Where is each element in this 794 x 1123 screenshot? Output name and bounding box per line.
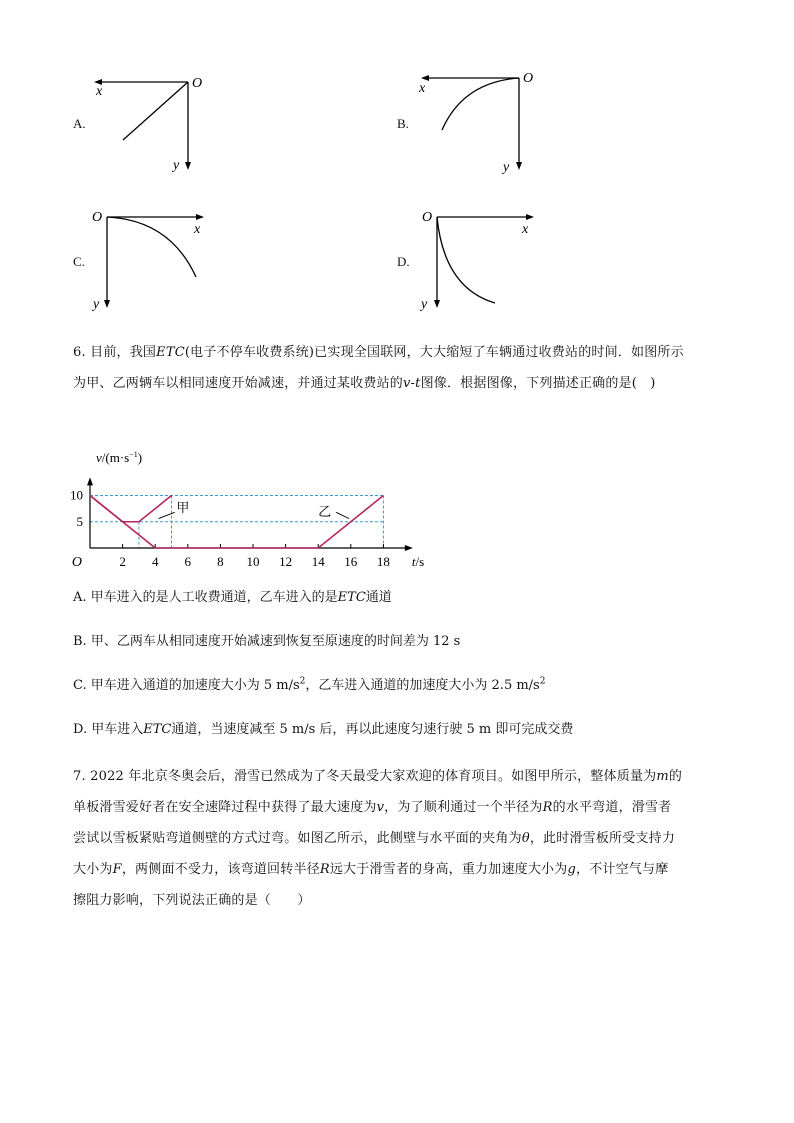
origin-label: O (523, 71, 534, 86)
origin-label: O (92, 210, 103, 225)
q7-line-2: 单板滑雪爱好者在安全速降过程中获得了最大速度为v，为了顺利通过一个半径为R的水平弯道，滑雪者 (73, 800, 672, 815)
x-label: x (96, 84, 103, 99)
label-leader-jia (158, 512, 174, 518)
x-tick-label: 14 (311, 554, 325, 569)
x-tick-label: 16 (344, 554, 358, 569)
q6-line-2: 为甲、乙两辆车以相同速度开始减速，并通过某收费站的v-t图像．根据图像，下列描述正确的是( ) (73, 376, 656, 391)
q6-option-c[interactable]: C. 甲车进入通道的加速度大小为 5 $m/s^2$，乙车进入通道的加速度大小为 2.5 $m/s^2$ (73, 676, 546, 693)
graph-curve (442, 78, 519, 130)
series-label-yi: 乙 (318, 503, 332, 519)
graph-a (86, 68, 216, 178)
x-tick-label: 10 (246, 554, 260, 569)
y-arrow (185, 162, 191, 170)
origin-label: O (192, 76, 203, 91)
option-letter-c: C. (73, 254, 85, 269)
q6-option-b[interactable]: B. 甲、乙两车从相同速度开始减速到恢复至原速度的时间差为 12 s (73, 634, 461, 649)
y-label: y (173, 158, 180, 173)
q6-stem (73, 337, 723, 399)
y-tick-label: 5 (76, 513, 83, 529)
y-arrow (104, 300, 110, 308)
x-label: x (419, 81, 426, 96)
chart-x-label: t/s (411, 554, 425, 569)
label-leader-yi (336, 512, 349, 518)
graph-curve (107, 217, 196, 277)
graph-d (418, 204, 548, 316)
chart-origin-label: O (71, 555, 82, 570)
x-tick-label: 18 (376, 554, 390, 569)
x-tick-label: 12 (279, 554, 293, 569)
q7-line-5: 擦阻力影响，下列说法正确的是（ ） (73, 893, 311, 908)
series-label-jia: 甲 (176, 499, 190, 515)
origin-label: O (422, 210, 433, 225)
graph-c (88, 204, 218, 316)
y-tick-label: 10 (70, 487, 83, 503)
q6-option-a[interactable]: A. 甲车进入的是人工收费通道，乙车进入的是ETC通道 (73, 590, 392, 605)
vt-chart (60, 432, 425, 577)
q7-line-4: 大小为F，两侧面不受力，该弯道回转半径R远大于滑雪者的身高，重力加速度大小为g，不计空气与摩 (73, 862, 669, 877)
y-label: y (503, 160, 510, 175)
y-label: y (421, 297, 428, 312)
q7-line-3: 尝试以雪板紧贴弯道侧壁的方式过弯。如图乙所示，此侧壁与水平面的夹角为θ，此时滑雪板所受支持力 (73, 831, 676, 846)
y-arrow (516, 162, 522, 170)
graph-curve (123, 82, 188, 140)
x-arrow (526, 214, 534, 220)
graph-b (417, 68, 547, 180)
chart-y-arrow (87, 477, 93, 485)
q7-stem (73, 761, 723, 916)
option-letter-b: B. (397, 116, 409, 131)
chart-y-label: $v/(m\cdot s^{-1})$ (96, 450, 143, 465)
q6-line-1: 6. 目前，我国ETC(电子不停车收费系统)已实现全国联网，大大缩短了车辆通过收费站的时间．如图所示 (73, 345, 684, 360)
x-tick-label: 4 (151, 554, 159, 569)
option-letter-a: A. (73, 116, 86, 131)
x-tick-label: 6 (184, 554, 192, 569)
y-arrow (434, 300, 440, 308)
x-label: x (522, 222, 529, 237)
q6-option-d[interactable]: D. 甲车进入ETC通道，当速度减至 5 m/s 后，再以此速度匀速行驶 5 m 即可完成交费 (73, 722, 574, 737)
x-tick-label: 8 (217, 554, 224, 569)
option-letter-d: D. (397, 254, 410, 269)
graph-curve (437, 217, 495, 303)
x-tick-label: 2 (119, 554, 126, 569)
y-label: y (93, 297, 100, 312)
x-arrow (196, 214, 204, 220)
q7-line-1: 7. 2022 年北京冬奥会后，滑雪已然成为了冬天最受大家欢迎的体育项目。如图甲所示，整体质量为m的 (73, 769, 683, 784)
chart-x-arrow (405, 545, 413, 551)
x-label: x (194, 222, 201, 237)
